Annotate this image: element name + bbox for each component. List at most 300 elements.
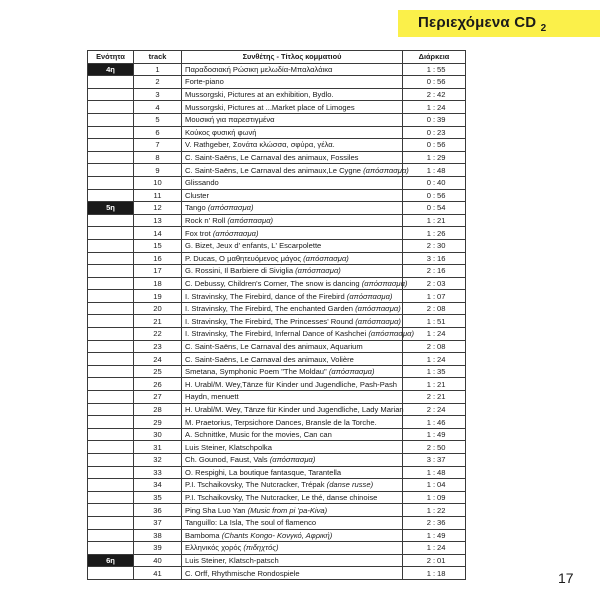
duration-separator: : xyxy=(432,190,436,200)
duration-cell xyxy=(403,227,466,240)
duration-minutes: 1 xyxy=(426,216,431,226)
duration-value xyxy=(406,291,462,302)
table-row xyxy=(88,479,466,492)
track-title-text: Forte-piano xyxy=(185,77,224,87)
track-title-cell xyxy=(182,189,403,202)
track-title-text: H. Urabl/M. Wey,Tänze für Kinder und Jugendliche, Pash-Pash xyxy=(185,379,398,389)
track-number-cell: 6 xyxy=(134,126,182,139)
duration-separator: : xyxy=(432,493,436,503)
table-row xyxy=(88,176,466,189)
unit-cell xyxy=(88,516,134,529)
duration-cell xyxy=(403,428,466,441)
page-title xyxy=(418,14,546,34)
track-title-note: (απόσπασμα) xyxy=(355,304,401,314)
duration-value xyxy=(406,555,462,566)
duration-cell xyxy=(403,164,466,177)
duration-cell xyxy=(403,391,466,404)
track-title-cell xyxy=(182,542,403,555)
track-title-note: (Music from pi 'pa-Kiva) xyxy=(247,505,328,515)
track-title-text: C. Debussy, Children's Corner, The snow is dancing xyxy=(185,278,362,288)
duration-minutes: 2 xyxy=(426,90,431,100)
unit-cell xyxy=(88,340,134,353)
unit-cell xyxy=(88,328,134,341)
duration-separator: : xyxy=(432,115,436,125)
track-title-cell xyxy=(182,252,403,265)
duration-separator: : xyxy=(432,316,436,326)
duration-separator: : xyxy=(432,404,436,414)
table-row xyxy=(88,227,466,240)
duration-minutes: 0 xyxy=(426,140,431,150)
unit-cell xyxy=(88,239,134,252)
duration-minutes: 1 xyxy=(426,329,431,339)
track-number-cell: 5 xyxy=(134,113,182,126)
track-title-text: I. Stravinsky, The Firebird, The Princesses' Round xyxy=(185,316,356,326)
track-number-cell: 12 xyxy=(134,202,182,215)
duration-minutes: 1 xyxy=(426,543,431,553)
table-row xyxy=(88,353,466,366)
track-title-text: I. Stravinsky, The Firebird, Infernal Dance of Kashchei xyxy=(185,329,369,339)
duration-separator: : xyxy=(432,266,436,276)
track-title-text: C. Saint-Saëns, Le Carnaval des animaux, Aquarium xyxy=(185,341,363,351)
track-title-cell xyxy=(182,126,403,139)
duration-value xyxy=(406,127,462,138)
duration-separator: : xyxy=(432,379,436,389)
unit-cell xyxy=(88,290,134,303)
track-title-text: P.I. Tschaikovsky, The Nutcracker, Le thé, danse chinoise xyxy=(185,493,378,503)
track-number-cell: 36 xyxy=(134,504,182,517)
duration-value xyxy=(406,240,462,251)
duration-separator: : xyxy=(432,518,436,528)
table-row xyxy=(88,454,466,467)
duration-cell xyxy=(403,441,466,454)
unit-cell xyxy=(88,529,134,542)
duration-minutes: 0 xyxy=(426,203,431,213)
duration-minutes: 1 xyxy=(426,493,431,503)
duration-separator: : xyxy=(432,556,436,566)
duration-value xyxy=(406,114,462,125)
unit-cell: 6η xyxy=(88,554,134,567)
duration-value xyxy=(406,354,462,365)
duration-minutes: 1 xyxy=(426,165,431,175)
table-row xyxy=(88,277,466,290)
duration-seconds: 48 xyxy=(437,165,446,175)
duration-seconds: 22 xyxy=(437,505,446,515)
track-title-cell xyxy=(182,76,403,89)
table-row xyxy=(88,529,466,542)
track-number-cell: 33 xyxy=(134,466,182,479)
duration-minutes: 2 xyxy=(426,266,431,276)
duration-seconds: 56 xyxy=(437,190,446,200)
unit-cell xyxy=(88,353,134,366)
duration-separator: : xyxy=(432,127,436,137)
duration-separator: : xyxy=(432,392,436,402)
duration-seconds: 18 xyxy=(437,568,446,578)
track-title-cell xyxy=(182,554,403,567)
track-number-cell: 10 xyxy=(134,176,182,189)
duration-separator: : xyxy=(432,329,436,339)
duration-separator: : xyxy=(432,505,436,515)
track-title-cell xyxy=(182,214,403,227)
duration-seconds: 37 xyxy=(437,455,446,465)
track-title-text: Παραδοσιακή Ρώσικη μελωδία-Μπαλαλάικα xyxy=(185,64,333,74)
duration-seconds: 24 xyxy=(437,354,446,364)
duration-seconds: 30 xyxy=(437,241,446,251)
track-title-text: Glissando xyxy=(185,178,219,188)
duration-minutes: 0 xyxy=(426,178,431,188)
duration-minutes: 1 xyxy=(426,467,431,477)
table-row xyxy=(88,164,466,177)
duration-seconds: 56 xyxy=(437,140,446,150)
table-row xyxy=(88,516,466,529)
duration-cell xyxy=(403,214,466,227)
duration-minutes: 2 xyxy=(426,241,431,251)
track-title-cell xyxy=(182,428,403,441)
duration-minutes: 1 xyxy=(426,64,431,74)
unit-cell xyxy=(88,176,134,189)
track-title-note: (απόσπασμα) xyxy=(328,367,375,377)
duration-value xyxy=(406,215,462,226)
track-title-cell xyxy=(182,328,414,341)
duration-value xyxy=(406,542,462,553)
track-title-note: (απόσπασμα) xyxy=(346,291,393,301)
track-title-text: A. Schnittke, Music for the movies, Can can xyxy=(185,430,332,440)
track-title-cell xyxy=(182,403,403,416)
track-title-cell xyxy=(182,353,403,366)
track-title-text: P. Ducas, Ο μαθητευόμενος μάγος xyxy=(185,253,304,263)
track-title-text: H. Urabl/M. Wey, Tänze für Kinder und Jugendliche, Lady Marian xyxy=(185,404,404,414)
unit-cell xyxy=(88,126,134,139)
duration-value xyxy=(406,303,462,314)
table-row xyxy=(88,428,466,441)
duration-cell xyxy=(403,113,466,126)
track-title-text: Luis Steiner, Klatsch-patsch xyxy=(185,556,279,566)
duration-cell xyxy=(403,63,466,76)
track-title-note: (απόσπασμα) xyxy=(355,316,401,326)
unit-cell xyxy=(88,491,134,504)
unit-cell xyxy=(88,151,134,164)
duration-separator: : xyxy=(432,178,436,188)
track-title-note: (απόσπασμα) xyxy=(207,203,254,213)
track-number-cell: 11 xyxy=(134,189,182,202)
table-row xyxy=(88,76,466,89)
unit-cell xyxy=(88,416,134,429)
duration-seconds: 01 xyxy=(437,556,446,566)
track-number-cell: 18 xyxy=(134,277,182,290)
track-title-text: Cluster xyxy=(185,190,210,200)
table-row xyxy=(88,302,466,315)
duration-separator: : xyxy=(432,354,436,364)
track-title-text: I. Stravinsky, The Firebird, The enchanted Garden xyxy=(185,304,356,314)
table-row xyxy=(88,466,466,479)
track-number-cell: 13 xyxy=(134,214,182,227)
duration-separator: : xyxy=(432,367,436,377)
duration-cell xyxy=(403,239,466,252)
unit-cell xyxy=(88,214,134,227)
duration-seconds: 09 xyxy=(437,493,446,503)
duration-seconds: 35 xyxy=(437,367,446,377)
duration-minutes: 1 xyxy=(426,568,431,578)
unit-cell xyxy=(88,227,134,240)
track-number-cell: 27 xyxy=(134,391,182,404)
track-title-cell xyxy=(182,63,403,76)
unit-cell xyxy=(88,504,134,517)
duration-value xyxy=(406,152,462,163)
duration-separator: : xyxy=(432,291,436,301)
duration-separator: : xyxy=(432,480,436,490)
duration-minutes: 1 xyxy=(426,291,431,301)
track-number-cell: 4 xyxy=(134,101,182,114)
duration-separator: : xyxy=(432,90,436,100)
duration-cell xyxy=(403,529,466,542)
table-row xyxy=(88,391,466,404)
table-row xyxy=(88,252,466,265)
duration-seconds: 36 xyxy=(437,518,446,528)
duration-separator: : xyxy=(432,304,436,314)
duration-cell xyxy=(403,126,466,139)
table-row xyxy=(88,126,466,139)
duration-value xyxy=(406,89,462,100)
track-number-cell: 8 xyxy=(134,151,182,164)
duration-separator: : xyxy=(432,530,436,540)
table-row xyxy=(88,365,466,378)
track-number-cell: 30 xyxy=(134,428,182,441)
duration-value xyxy=(406,190,462,201)
duration-seconds: 39 xyxy=(437,115,446,125)
duration-value xyxy=(406,228,462,239)
page-title-subscript: 2 xyxy=(540,22,547,34)
duration-seconds: 42 xyxy=(437,90,446,100)
unit-cell xyxy=(88,265,134,278)
unit-cell xyxy=(88,315,134,328)
track-title-text: C. Orff, Rhythmische Rondospiele xyxy=(185,568,300,578)
track-title-cell xyxy=(182,529,403,542)
duration-value xyxy=(406,76,462,87)
track-title-note: (απόσπασμα) xyxy=(361,278,408,288)
track-title-cell xyxy=(182,151,403,164)
column-header-duration: Διάρκεια xyxy=(403,51,466,64)
duration-seconds: 24 xyxy=(437,329,446,339)
duration-minutes: 2 xyxy=(426,404,431,414)
track-title-text: P.I. Tschaikovsky, The Nutcracker, Trépak xyxy=(185,480,327,490)
duration-value xyxy=(406,253,462,264)
duration-minutes: 1 xyxy=(426,417,431,427)
duration-minutes: 2 xyxy=(426,442,431,452)
duration-separator: : xyxy=(432,77,436,87)
duration-seconds: 16 xyxy=(437,253,446,263)
duration-seconds: 49 xyxy=(437,430,446,440)
track-title-cell xyxy=(182,416,403,429)
track-title-cell xyxy=(182,265,403,278)
track-title-cell xyxy=(182,491,403,504)
duration-separator: : xyxy=(432,253,436,263)
duration-value xyxy=(406,417,462,428)
duration-cell xyxy=(403,340,466,353)
duration-minutes: 2 xyxy=(426,392,431,402)
column-header-track: track xyxy=(134,51,182,64)
duration-cell xyxy=(403,151,466,164)
track-number-cell: 39 xyxy=(134,542,182,555)
duration-seconds: 49 xyxy=(437,530,446,540)
duration-cell xyxy=(403,504,466,517)
duration-cell xyxy=(403,516,466,529)
unit-cell xyxy=(88,113,134,126)
track-title-cell xyxy=(182,340,403,353)
duration-value xyxy=(406,479,462,490)
column-header-title: Συνθέτης - Τίτλος κομματιού xyxy=(182,51,403,64)
track-title-text: Ελληνικός χορός xyxy=(185,543,244,553)
track-title-cell xyxy=(182,88,403,101)
duration-value xyxy=(406,530,462,541)
duration-seconds: 51 xyxy=(437,316,446,326)
duration-separator: : xyxy=(432,241,436,251)
duration-value xyxy=(406,165,462,176)
track-title-cell xyxy=(182,101,403,114)
track-title-cell xyxy=(182,454,403,467)
duration-minutes: 2 xyxy=(426,518,431,528)
track-title-cell xyxy=(182,479,403,492)
duration-separator: : xyxy=(432,455,436,465)
table-row xyxy=(88,328,466,341)
track-title-text: G. Rossini, Il Barbiere di Siviglia xyxy=(185,266,296,276)
duration-cell xyxy=(403,365,466,378)
track-number-cell: 3 xyxy=(134,88,182,101)
page-number: 17 xyxy=(558,570,574,586)
duration-seconds: 03 xyxy=(437,278,446,288)
duration-separator: : xyxy=(432,140,436,150)
track-title-text: Smetana, Symphonic Poem "The Moldau" xyxy=(185,367,329,377)
track-number-cell: 19 xyxy=(134,290,182,303)
track-title-cell xyxy=(182,277,408,290)
track-title-text: Luis Steiner, Klatschpolka xyxy=(185,442,272,452)
track-number-cell: 7 xyxy=(134,139,182,152)
table-row xyxy=(88,189,466,202)
track-title-cell xyxy=(182,378,403,391)
duration-cell xyxy=(403,139,466,152)
table-row xyxy=(88,340,466,353)
track-title-text: C. Saint-Saëns, Le Carnaval des animaux,Le Cygne xyxy=(185,165,364,175)
duration-cell xyxy=(403,252,466,265)
duration-separator: : xyxy=(432,417,436,427)
track-number-cell: 21 xyxy=(134,315,182,328)
table-row xyxy=(88,542,466,555)
track-number-cell: 35 xyxy=(134,491,182,504)
duration-separator: : xyxy=(432,216,436,226)
unit-cell: 4η xyxy=(88,63,134,76)
duration-seconds: 24 xyxy=(437,543,446,553)
track-title-text: C. Saint-Saëns, Le Carnaval des animaux, Fossiles xyxy=(185,153,359,163)
duration-seconds: 24 xyxy=(437,102,446,112)
duration-cell xyxy=(403,88,466,101)
duration-minutes: 2 xyxy=(426,556,431,566)
unit-cell xyxy=(88,542,134,555)
track-title-cell xyxy=(182,504,403,517)
track-title-note: (απόσπασμα) xyxy=(227,216,274,226)
track-title-text: Tanguillo: La Isla, The soul of flamenco xyxy=(185,518,317,528)
track-title-note: (απόσπασμα) xyxy=(295,266,341,276)
table-row xyxy=(88,214,466,227)
track-number-cell: 26 xyxy=(134,378,182,391)
track-number-cell: 29 xyxy=(134,416,182,429)
table-row xyxy=(88,113,466,126)
duration-separator: : xyxy=(432,568,436,578)
track-title-text: Bamboma xyxy=(185,530,222,540)
table-row xyxy=(88,441,466,454)
duration-minutes: 3 xyxy=(426,253,431,263)
track-number-cell: 22 xyxy=(134,328,182,341)
track-number-cell: 38 xyxy=(134,529,182,542)
track-title-note: (απόσπασμα) xyxy=(363,165,409,175)
unit-cell xyxy=(88,302,134,315)
track-number-cell: 15 xyxy=(134,239,182,252)
duration-minutes: 0 xyxy=(426,127,431,137)
duration-value xyxy=(406,517,462,528)
unit-cell xyxy=(88,378,134,391)
duration-minutes: 2 xyxy=(426,341,431,351)
track-number-cell: 14 xyxy=(134,227,182,240)
unit-cell xyxy=(88,403,134,416)
unit-cell xyxy=(88,189,134,202)
duration-seconds: 16 xyxy=(437,266,446,276)
track-title-text: Μουσική για παρεστιγμένα xyxy=(185,115,275,125)
track-title-text: Haydn, menuett xyxy=(185,392,239,402)
table-row xyxy=(88,290,466,303)
track-title-text: G. Bizet, Jeux d' enfants, L' Escarpolette xyxy=(185,241,322,251)
track-title-cell xyxy=(182,516,403,529)
table-row xyxy=(88,265,466,278)
duration-separator: : xyxy=(432,341,436,351)
track-number-cell: 37 xyxy=(134,516,182,529)
table-row xyxy=(88,202,466,215)
track-title-note: (απόσπασμα) xyxy=(212,228,259,238)
track-title-cell xyxy=(182,441,403,454)
duration-minutes: 1 xyxy=(426,430,431,440)
duration-cell xyxy=(403,290,466,303)
duration-seconds: 26 xyxy=(437,228,446,238)
table-row xyxy=(88,63,466,76)
duration-minutes: 1 xyxy=(426,354,431,364)
duration-cell xyxy=(403,454,466,467)
duration-cell xyxy=(403,189,466,202)
unit-cell: 5η xyxy=(88,202,134,215)
table-row xyxy=(88,239,466,252)
table-row xyxy=(88,139,466,152)
duration-minutes: 1 xyxy=(426,379,431,389)
duration-seconds: 08 xyxy=(437,341,446,351)
unit-cell xyxy=(88,365,134,378)
duration-value xyxy=(406,316,462,327)
table-row xyxy=(88,403,466,416)
duration-cell xyxy=(403,76,466,89)
track-number-cell: 40 xyxy=(134,554,182,567)
duration-value xyxy=(406,391,462,402)
duration-cell xyxy=(403,403,466,416)
table-row xyxy=(88,567,466,580)
duration-separator: : xyxy=(432,467,436,477)
duration-cell xyxy=(403,554,466,567)
duration-seconds: 40 xyxy=(437,178,446,188)
duration-cell xyxy=(403,479,466,492)
duration-minutes: 0 xyxy=(426,190,431,200)
duration-separator: : xyxy=(432,102,436,112)
duration-cell xyxy=(403,302,466,315)
duration-value xyxy=(406,442,462,453)
table-row xyxy=(88,315,466,328)
duration-separator: : xyxy=(432,543,436,553)
column-header-unit: Ενότητα xyxy=(88,51,134,64)
unit-cell xyxy=(88,164,134,177)
track-title-note: (Chants Kongo- Κονγκό, Αφρική) xyxy=(221,530,333,540)
track-title-cell xyxy=(182,567,403,580)
